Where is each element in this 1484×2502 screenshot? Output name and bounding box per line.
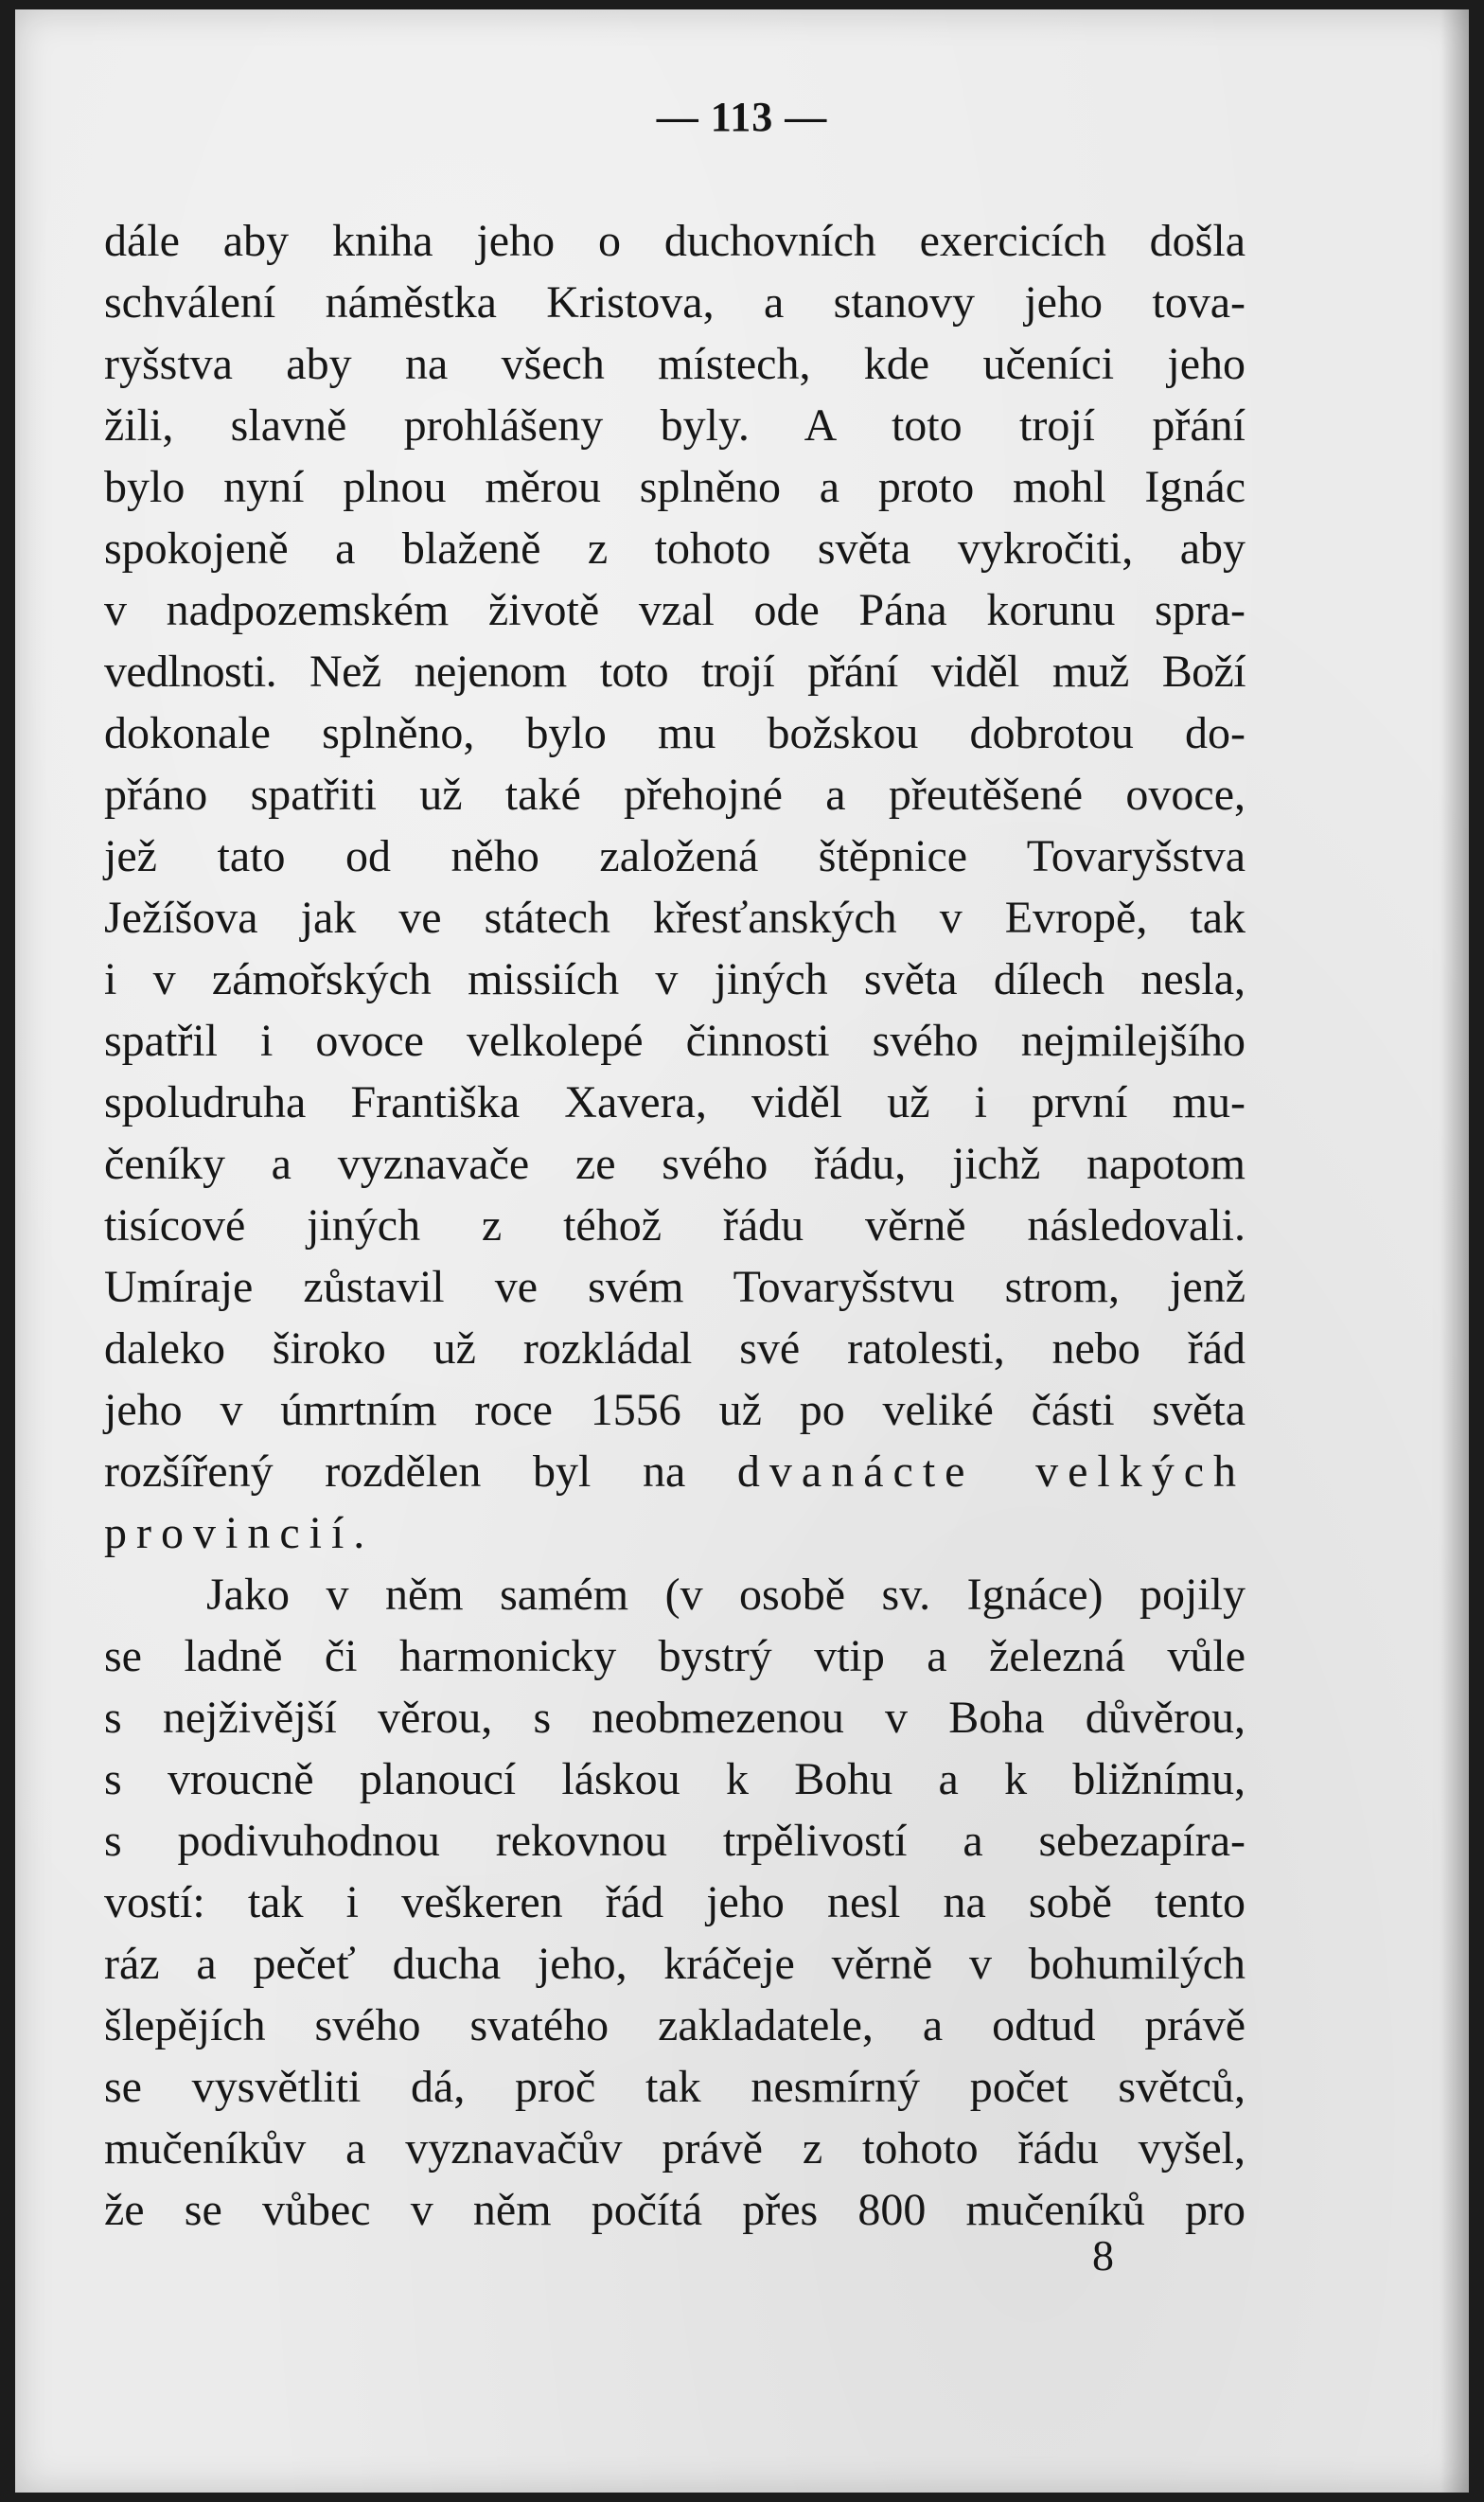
paragraph-start: Jako v něm samém (v osobě sv. Ignáce) pojily (206, 1570, 1246, 1620)
text-line: daleko široko už rozkládal své ratolesti, nebo řád (104, 1323, 1246, 1374)
text-line: vostí: tak i veškeren řád jeho nesl na sobě tento (104, 1877, 1246, 1927)
text-line: dále aby kniha jeho o duchovních exercicích došla (104, 216, 1246, 266)
text-line: jež tato od něho založená štěpnice Tovaryšstva (104, 831, 1246, 881)
text-line: v nadpozemském životě vzal ode Pána korunu spra- (104, 585, 1246, 635)
text-line: čeníky a vyznavače ze svého řádu, jichž napotom (104, 1139, 1246, 1189)
text-fragment: rozšířený rozdělen byl na (104, 1446, 686, 1497)
text-line: ryšstva aby na všech místech, kde učeníci jeho (104, 339, 1246, 389)
text-line: i v zámořských missiích v jiných světa dílech nesla, (104, 954, 1246, 1004)
text-line: se vysvětliti dá, proč tak nesmírný počet světců, (104, 2062, 1246, 2112)
text-line: schválení náměstka Kristova, a stanovy jeho tova- (104, 277, 1246, 328)
text-line: s nejživější věrou, s neobmezenou v Boha důvěrou, (104, 1693, 1246, 1743)
text-line: se ladně či harmonicky bystrý vtip a železná vůle (104, 1631, 1246, 1681)
text-line: spatřil i ovoce velkolepé činnosti svého nejmilejšího (104, 1016, 1246, 1066)
text-line: jeho v úmrtním roce 1556 už po veliké části světa (104, 1385, 1246, 1435)
text-line: s vroucně planoucí láskou k Bohu a k bližnímu, (104, 1754, 1246, 1804)
text-line: bylo nyní plnou měrou splněno a proto mohl Ignác (104, 462, 1246, 512)
text-line: Ježíšova jak ve státech křesťanských v Evropě, tak (104, 893, 1246, 943)
book-page (15, 9, 1469, 2493)
text-line: že se vůbec v něm počítá přes 800 mučeníků pro (104, 2185, 1246, 2235)
text-line: dokonale splněno, bylo mu božskou dobrotou do- (104, 708, 1246, 758)
text-line: s podivuhodnou rekovnou trpělivostí a sebezapíra- (104, 1816, 1246, 1866)
text-line: přáno spatřiti už také přehojné a přeutěšené ovoce, (104, 770, 1246, 820)
text-line: Umíraje zůstavil ve svém Tovaryšstvu strom, jenž (104, 1262, 1246, 1312)
signature-mark: 8 (1092, 2231, 1114, 2280)
emphasized-text: dvanácte velkých (736, 1446, 1246, 1497)
text-line: spoludruha Františka Xavera, viděl už i první mu- (104, 1077, 1246, 1127)
text-line: tisícové jiných z téhož řádu věrně následovali. (104, 1200, 1246, 1251)
text-line: šlepějích svého svatého zakladatele, a odtud právě (104, 2000, 1246, 2050)
emphasized-text: provincií. (104, 1508, 375, 1558)
text-line: vedlnosti. Než nejenom toto trojí přání viděl muž Boží (104, 647, 1246, 697)
text-line: žili, slavně prohlášeny byly. A toto trojí přání (104, 400, 1246, 451)
page-number: — 113 — (656, 94, 828, 140)
text-line: spokojeně a blaženě z tohoto světa vykročiti, aby (104, 523, 1246, 574)
body-text (104, 210, 1246, 2241)
text-line: ráz a pečeť ducha jeho, kráčeje věrně v bohumilých (104, 1939, 1246, 1989)
text-line-with-emphasis (104, 1441, 1246, 1502)
text-line: mučeníkův a vyznavačův právě z tohoto řádu vyšel, (104, 2123, 1246, 2174)
page-edge-shadow (1440, 9, 1469, 2493)
